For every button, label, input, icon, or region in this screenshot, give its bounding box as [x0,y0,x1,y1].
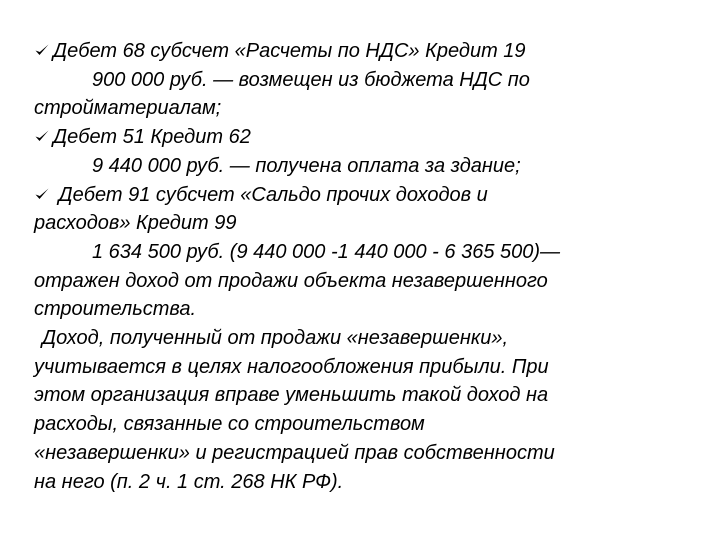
entry-3-line-4: отражен доход от продажи объекта незавершенного [34,269,548,292]
closing-paragraph [34,324,674,496]
closing-line-6: на него (п. 2 ч. 1 ст. 268 НК РФ). [34,470,344,493]
entry-1-line-3: стройматериалам; [34,97,222,120]
closing-line-2: учитывается в целях налогообложения прибыли. При [34,355,549,378]
entry-3-line-5: строительства. [34,298,197,321]
closing-line-4: расходы, связанные со строительством [34,413,425,436]
entry-2-line-1: Дебет 51 Кредит 62 [53,126,251,149]
entry-3-line-1: Дебет 91 субсчет «Сальдо прочих доходов и [53,183,488,206]
check-icon [34,128,50,144]
closing-line-3: этом организация вправе уменьшить такой доход на [34,384,549,407]
entry-3-line-3: 1 634 500 руб. (9 440 000 -1 440 000 - 6 365 500)— [92,240,561,263]
closing-line-5: «незавершенки» и регистрацией прав собственности [34,441,555,464]
entry-2-line-2: 9 440 000 руб. — получена оплата за здание; [92,154,521,177]
entry-paragraph-1 [34,37,674,123]
text-block [34,37,674,496]
check-icon [34,186,50,202]
entry-1-line-1: Дебет 68 субсчет «Расчеты по НДС» Кредит 19 [53,40,526,62]
entry-paragraph-2 [34,123,674,180]
closing-line-1: Доход, полученный от продажи «незавершенки», [42,327,509,350]
entry-1-line-2: 900 000 руб. — возмещен из бюджета НДС по [92,68,530,91]
check-icon [34,42,50,58]
entry-3-line-2: расходов» Кредит 99 [34,212,237,235]
entry-paragraph-3 [34,181,674,325]
